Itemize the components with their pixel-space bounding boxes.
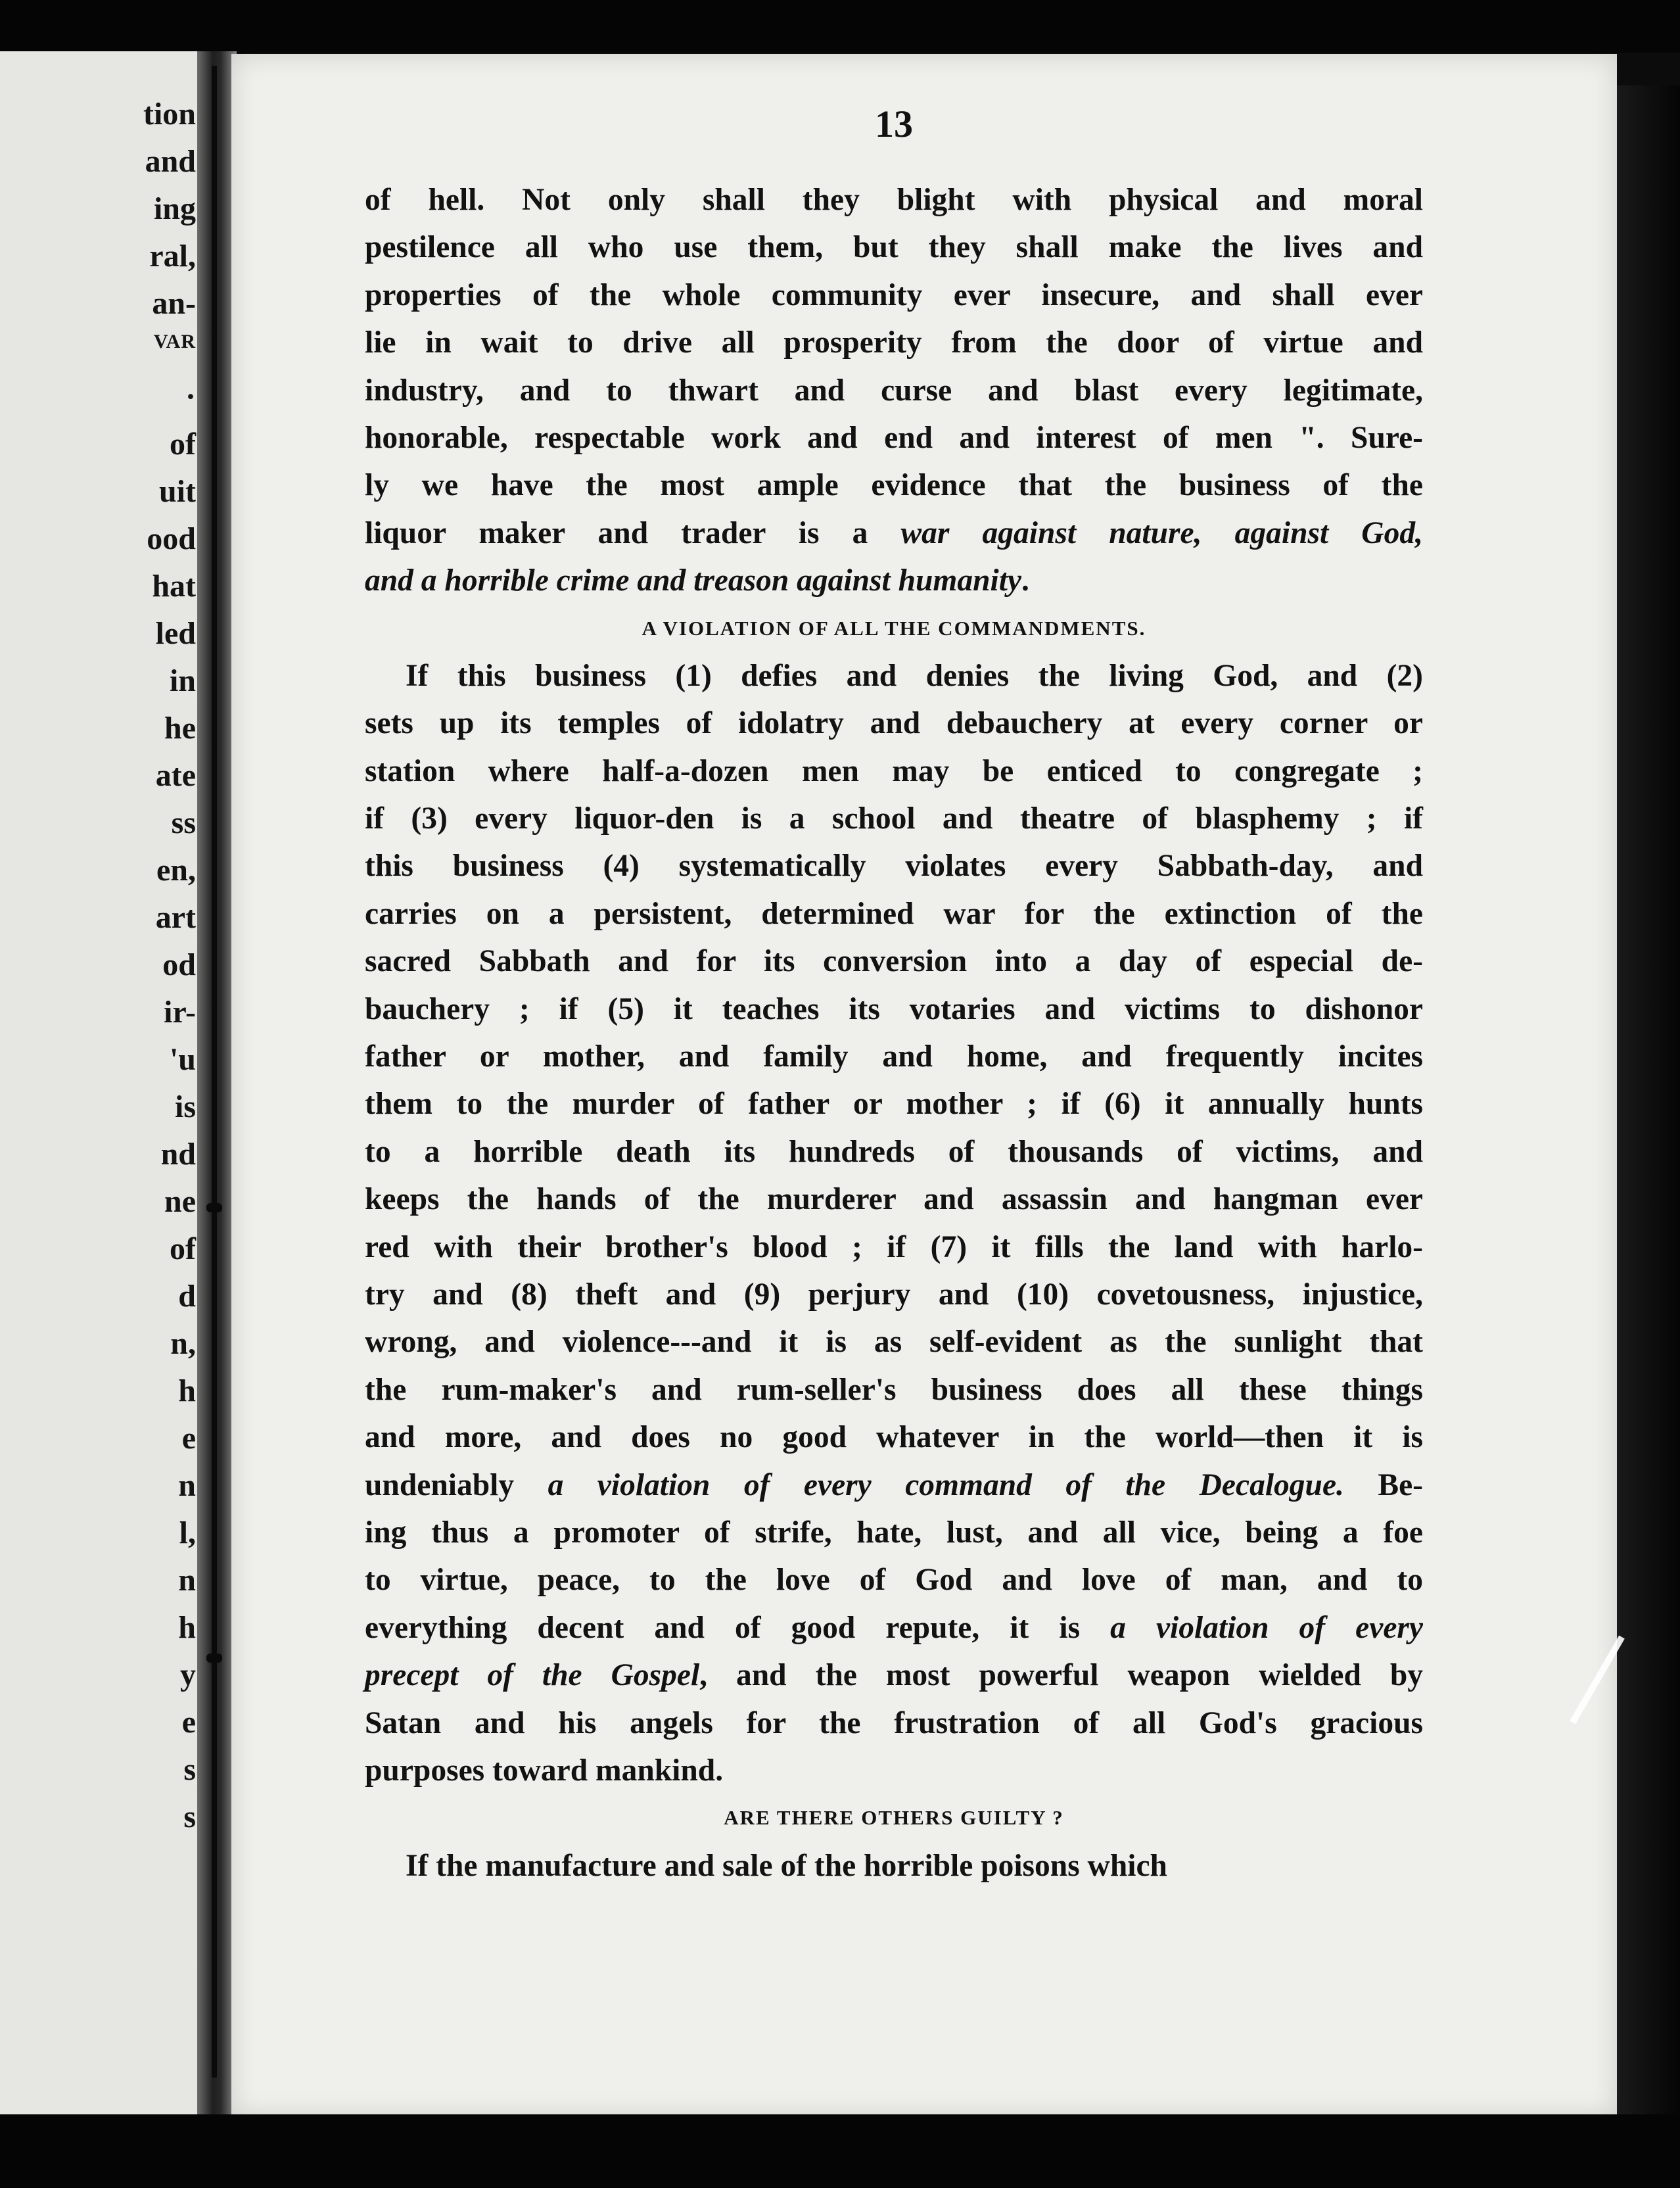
text-line: ly we have the most ample evidence that the business of the	[365, 468, 1423, 503]
facing-page-text: nd	[160, 1137, 196, 1172]
text-line: pestilence all who use them, but they shall make the lives and	[365, 230, 1423, 265]
facing-page-text: of	[170, 427, 196, 462]
text-line: If the manufacture and sale of the horrible poisons which	[406, 1848, 1167, 1883]
text-line: red with their brother's blood ; if (7) it fills the land with harlo-	[365, 1229, 1423, 1264]
page-number: 13	[875, 103, 913, 145]
facing-page-text: h	[178, 1373, 196, 1408]
text-line: purposes toward mankind.	[365, 1753, 724, 1788]
paragraph-2	[365, 652, 1423, 1794]
facing-page-text: hat	[152, 569, 196, 604]
text-line: try and (8) theft and (9) perjury and (10) covetousness, injustice,	[365, 1277, 1423, 1312]
section-heading-violation: A VIOLATION OF ALL THE COMMANDMENTS.	[642, 616, 1146, 640]
film-border-bottom	[0, 2114, 1680, 2188]
text-line: Satan and his angels for the frustration of all God's gracious	[365, 1705, 1423, 1740]
facing-page-text: ood	[147, 521, 196, 556]
facing-page-text: l,	[179, 1515, 196, 1550]
facing-page-text: of	[170, 1231, 196, 1266]
thread-knot	[206, 1653, 222, 1663]
facing-page-text: ral,	[149, 239, 196, 274]
facing-page-text: y	[180, 1657, 196, 1692]
text-line: wrong, and violence---and it is as self-evident as the sunlight that	[365, 1325, 1423, 1360]
facing-page-text: e	[181, 1421, 196, 1456]
text-line: station where half-a-dozen men may be enticed to congregate ;	[365, 753, 1423, 788]
facing-page-text: s	[183, 1752, 196, 1787]
text-line: undeniably a violation of every command of the Decalogue. Be-	[365, 1467, 1423, 1502]
text-line: sets up its temples of idolatry and debauchery at every corner or	[365, 706, 1423, 741]
facing-page-text: n	[178, 1468, 196, 1503]
facing-page-text: is	[174, 1089, 196, 1124]
body-text	[365, 176, 1423, 1890]
paragraph-1	[365, 176, 1423, 605]
text-line: precept of the Gospel, and the most powerful weapon wielded by	[365, 1658, 1423, 1693]
section-heading-others-guilty: ARE THERE OTHERS GUILTY ?	[724, 1806, 1064, 1830]
facing-page-text: ss	[171, 805, 196, 840]
text-line: lie in wait to drive all prosperity from the door of virtue and	[365, 325, 1423, 360]
facing-page-text: ir-	[164, 995, 196, 1030]
facing-page-text: s	[183, 1799, 196, 1834]
facing-page-text: VAR	[153, 331, 196, 352]
text-line: and a horrible crime and treason against humanity.	[365, 563, 1029, 598]
facing-page-text: he	[164, 711, 196, 746]
facing-page-text: uit	[158, 474, 196, 509]
paragraph-3	[365, 1842, 1423, 1890]
text-line: sacred Sabbath and for its conversion into a day of especial de-	[365, 944, 1423, 979]
text-line: If this business (1) defies and denies the living God, and (2)	[406, 658, 1423, 693]
text-line: to virtue, peace, to the love of God and love of man, and to	[365, 1563, 1423, 1598]
text-line: bauchery ; if (5) it teaches its votaries and victims to dishonor	[365, 991, 1423, 1026]
text-line: ing thus a promoter of strife, hate, lust, and all vice, being a foe	[365, 1515, 1423, 1550]
facing-page-text: n	[178, 1563, 196, 1598]
facing-page-text: ing	[153, 191, 196, 226]
film-border-top	[0, 0, 1680, 53]
text-line: keeps the hands of the murderer and assassin and hangman ever	[365, 1182, 1423, 1217]
text-line: everything decent and of good repute, it is a violation of every	[365, 1610, 1423, 1645]
facing-page-text: n,	[170, 1326, 196, 1361]
text-line: the rum-maker's and rum-seller's business does all these things	[365, 1372, 1423, 1407]
facing-page-text: and	[145, 144, 196, 179]
text-line: liquor maker and trader is a war against nature, against God,	[365, 515, 1423, 550]
facing-page-text: art	[155, 900, 196, 935]
text-line: father or mother, and family and home, and frequently incites	[365, 1039, 1423, 1074]
text-line: industry, and to thwart and curse and blast every legitimate,	[365, 373, 1423, 408]
facing-page-text: ·	[185, 379, 196, 414]
text-line: them to the murder of father or mother ; if (6) it annually hunts	[365, 1087, 1423, 1122]
facing-page-text: od	[162, 947, 196, 982]
facing-page-text: h	[178, 1610, 196, 1645]
thread-knot	[206, 1203, 222, 1212]
facing-page-text: ne	[164, 1184, 196, 1219]
text-line: this business (4) systematically violates every Sabbath-day, and	[365, 849, 1423, 884]
text-line: to a horrible death its hundreds of thousands of victims, and	[365, 1134, 1423, 1169]
text-line: carries on a persistent, determined war for the extinction of the	[365, 896, 1423, 931]
text-line: and more, and does no good whatever in the world—then it is	[365, 1420, 1423, 1455]
text-line: if (3) every liquor-den is a school and theatre of blasphemy ; if	[365, 801, 1423, 836]
binding-thread	[212, 66, 217, 2078]
facing-page-text: 'u	[169, 1042, 196, 1077]
binding-gutter	[197, 51, 237, 2116]
film-border-right	[1617, 85, 1680, 2124]
text-line: of hell. Not only shall they blight with physical and moral	[365, 183, 1423, 217]
facing-page-text: en,	[156, 853, 196, 888]
facing-page-text: in	[169, 663, 196, 698]
facing-page-text: d	[178, 1279, 196, 1314]
facing-page-fragment	[0, 51, 210, 2116]
facing-page-text: tion	[143, 97, 196, 131]
facing-page-text: an-	[152, 286, 196, 321]
facing-page-text: e	[181, 1705, 196, 1740]
text-line: properties of the whole community ever insecure, and shall ever	[365, 277, 1423, 312]
text-line: honorable, respectable work and end and interest of men ". Sure-	[365, 420, 1423, 455]
facing-page-text: ate	[155, 758, 196, 793]
facing-page-text: led	[155, 616, 196, 651]
